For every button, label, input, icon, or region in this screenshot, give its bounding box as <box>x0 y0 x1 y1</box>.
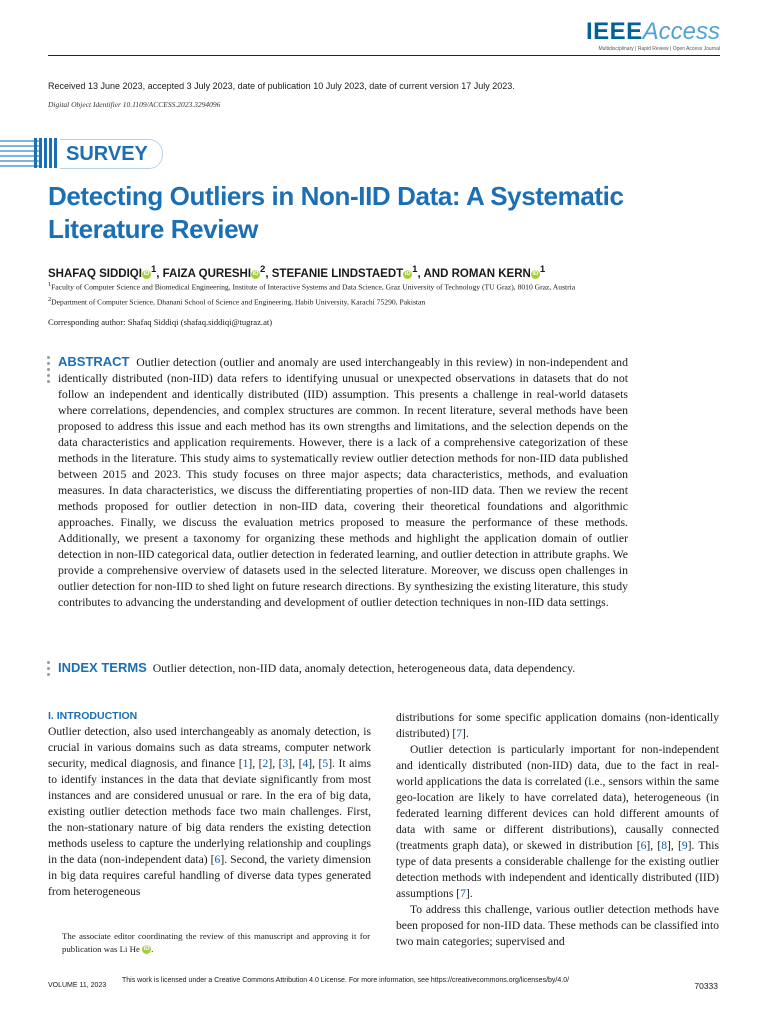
affiliations <box>48 280 718 307</box>
survey-stripes <box>0 138 60 168</box>
abstract-text: Outlier detection (outlier and anomaly are used interchangeably in this review) in non-independent and identically distributed (non-IID) data refers to identifying unusual or unexpected observations in datasets that do not follow an independent and identically distributed (IID) assumption. This presents a challenge in real-world datasets where correlations, dependencies, and complex structures are common. In recent literature, several methods have been proposed to address this issue and each method has its own strengths and limitations, and the selection depends on the data characteristics and application requirements. However, there is a lack of a comprehensive categorization of these methods in the literature. This study aims to systematically review outlier detection methods for non-IID data published between 2015 and 2023. This study focuses on three major aspects; data characteristics, methods, and evaluation measures. In data characteristics, we discuss the differentiating properties of non-IID data. Then we review the recent methods proposed for outlier detection in non-IID data, covering their theoretical foundations and algorithmic approaches. Finally, we discuss the evaluation metrics proposed to measure the performance of these methods. Additionally, we present a taxonomy for organizing these methods and highlight the application domain of outlier detection in non-IID categorical data, outlier detection in federated learning, and outlier detection in attribute graphs. We provide a comprehensive overview of datasets used in the selected literature. Moreover, we discuss open challenges in outlier detection for non-IID to shed light on future research directions. By synthesizing the existing literature, this study contributes to advancing the understanding and development of outlier detection techniques in non-IID data settings. <box>58 355 628 609</box>
survey-badge: SURVEY <box>60 139 163 169</box>
index-terms-text: Outlier detection, non-IID data, anomaly detection, heterogeneous data, data dependency. <box>152 661 576 675</box>
stripes-graphic <box>0 138 60 168</box>
paragraph: Outlier detection, also used interchangeably as anomaly detection, is crucial in various domains such as data streams, computer network security, medical diagnosis, and finance [1], [2], [3], [4], [5]. It aims to identify instances in the data that deviate significantly from most instances and are considered unusual or rare. In the era of big data, existing outlier detection methods face two main challenges. First, the non-stationary nature of big data renders the existing detection methods useless to capture the underlying relationship and couplings in the data (non-independent data) [6]. Second, the variety dimension in big data requires careful handling of diverse data types generated from heterogeneous <box>48 725 371 898</box>
corresponding-author: Corresponding author: Shafaq Siddiqi (shafaq.siddiqi@tugraz.at) <box>48 317 273 327</box>
citation-link[interactable]: 3 <box>282 757 289 770</box>
paragraph: To address this challenge, various outlier detection methods have been proposed for non-IID data. These methods can be classified into two main categories; supervised and <box>396 903 719 948</box>
author-separator: , AND <box>417 267 452 280</box>
abstract <box>58 354 628 610</box>
journal-logo <box>586 18 720 52</box>
index-terms-heading: INDEX TERMS <box>58 660 147 675</box>
author-affil-sup: 2 <box>260 264 266 275</box>
author-list <box>48 264 545 280</box>
citation-link[interactable]: 7 <box>460 887 466 900</box>
paragraph: Outlier detection is particularly important for non-independent and identically distributed (non-IID) data, due to the fact in real-world applications the data is correlated (i.e., sensors within the same geo-location are likely to have correlated data), heterogeneous (in federated learning different devices can hold different amounts of data with same or different distributions), causally connected (treatments graph data), or skewed in distribution [6], [8], [9]. This type of data presents a considerable challenge for the existing outlier detection methods with independent and identically distributed (IID) assumptions [7]. <box>396 743 719 900</box>
citation-link[interactable]: 5 <box>322 757 329 770</box>
citation-link[interactable]: 1 <box>242 757 249 770</box>
logo-ieee: IEEE <box>585 18 643 45</box>
page-number: 70333 <box>694 981 718 991</box>
left-column <box>48 724 371 900</box>
index-dots <box>47 661 51 679</box>
orcid-icon[interactable]: iD <box>404 270 411 277</box>
author-name: FAIZA QURESHI <box>162 267 252 280</box>
section-heading: I. INTRODUCTION <box>48 710 138 722</box>
citation-link[interactable]: 6 <box>640 839 647 852</box>
abstract-dots <box>47 356 51 386</box>
author-separator: , <box>265 267 272 280</box>
index-terms <box>58 660 698 676</box>
editor-footnote: The associate editor coordinating the review of this manuscript and approving it for publication was Li He iD . <box>62 931 370 954</box>
received-dates: Received 13 June 2023, accepted 3 July 2023, date of publication 10 July 2023, date of current version 17 July 2023. <box>48 81 515 91</box>
author-affil-sup: 1 <box>150 264 157 275</box>
orcid-icon[interactable]: iD <box>252 270 259 277</box>
author-name: SHAFAQ SIDDIQI <box>48 267 142 280</box>
header-rule <box>48 55 720 56</box>
citation-link[interactable]: 2 <box>262 757 269 770</box>
footer-volume: VOLUME 11, 2023 <box>48 982 107 989</box>
orcid-icon[interactable]: iD <box>532 270 539 277</box>
citation-link[interactable]: 8 <box>661 839 668 852</box>
citation-link[interactable]: 9 <box>681 839 688 852</box>
citation-link[interactable]: 7 <box>456 727 463 740</box>
orcid-icon[interactable]: iD <box>143 270 150 277</box>
right-column <box>396 710 719 950</box>
orcid-icon[interactable]: iD <box>143 946 150 952</box>
logo-access: Access <box>642 18 720 45</box>
author-affil-sup: 1 <box>539 264 546 275</box>
author-name: STEFANIE LINDSTAEDT <box>271 267 404 280</box>
abstract-heading: ABSTRACT <box>58 354 130 369</box>
author-affil-sup: 1 <box>412 264 418 275</box>
citation-link[interactable]: 4 <box>302 757 309 770</box>
affiliation: $^2$Department of Computer Science, Dhanani School of Science and Engineering, Habib University, Karachi 75290, Pakistan <box>48 295 426 307</box>
author-separator: , <box>156 267 163 280</box>
author-name: ROMAN KERN <box>451 267 531 280</box>
paragraph: distributions for some specific application domains (non-identically distributed) [7]. <box>396 711 719 740</box>
logo-tagline: Multidisciplinary | Rapid Review | Open Access Journal <box>598 46 720 52</box>
footer-license: This work is licensed under a Creative Commons Attribution 4.0 License. For more information, see https://creativecommons.org/licenses/by/4.0/ <box>122 977 570 984</box>
citation-link[interactable]: 6 <box>214 853 221 866</box>
paper-title: Detecting Outliers in Non-IID Data: A Systematic Literature Review <box>48 181 624 244</box>
affiliation: $^1$Faculty of Computer Science and Biomedical Engineering, Institute of Interactive Systems and Data Science, Graz University of Technology (TU Graz), 8010 Graz, Austria <box>48 281 576 292</box>
doi: Digital Object Identifier 10.1109/ACCESS.2023.3294096 <box>48 100 221 109</box>
